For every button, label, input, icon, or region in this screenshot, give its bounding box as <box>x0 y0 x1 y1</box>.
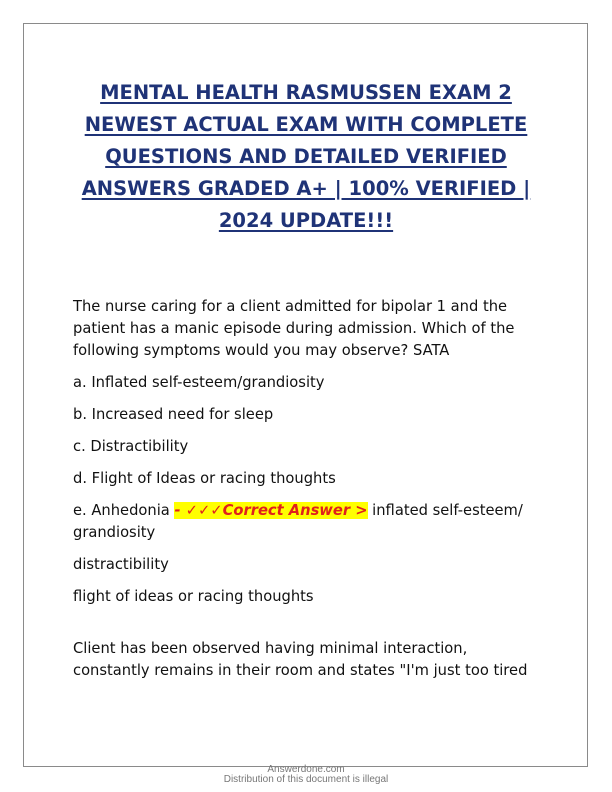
question-2-stem: Client has been observed having minimal interaction, constantly remains in their room and states "I'm just too tired <box>73 640 528 679</box>
answer-text-3: flight of ideas or racing thoughts <box>73 588 314 605</box>
answer-text-2: distractibility <box>73 556 169 573</box>
option-e-text: e. Anhedonia <box>73 502 170 519</box>
option-b: b. Increased need for sleep <box>73 406 274 423</box>
answer-text-1: inflated self-esteem/ grandiosity <box>73 502 523 541</box>
option-d: d. Flight of Ideas or racing thoughts <box>73 470 336 487</box>
option-c: c. Distractibility <box>73 438 189 455</box>
document-title: MENTAL HEALTH RASMUSSEN EXAM 2 NEWEST ACTUAL EXAM WITH COMPLETE QUESTIONS AND DETAILED VERIFIED ANSWERS GRADED A+ | 100% VERIFIED | 2024 UPDATE!!! <box>81 81 531 232</box>
question-1-stem: The nurse caring for a client admitted for bipolar 1 and the patient has a manic episode during admission. Which of the following symptoms would you may observe? SATA <box>73 298 515 359</box>
footer-notice: Distribution of this document is illegal <box>223 774 389 785</box>
option-e-with-answer <box>73 500 543 544</box>
document-content <box>73 296 543 682</box>
footer-brand: Answerdone.com <box>267 764 345 775</box>
correct-answer-marker: - ✓✓✓Correct Answer > <box>174 502 368 519</box>
option-a: a. Inflated self-esteem/grandiosity <box>73 374 325 391</box>
